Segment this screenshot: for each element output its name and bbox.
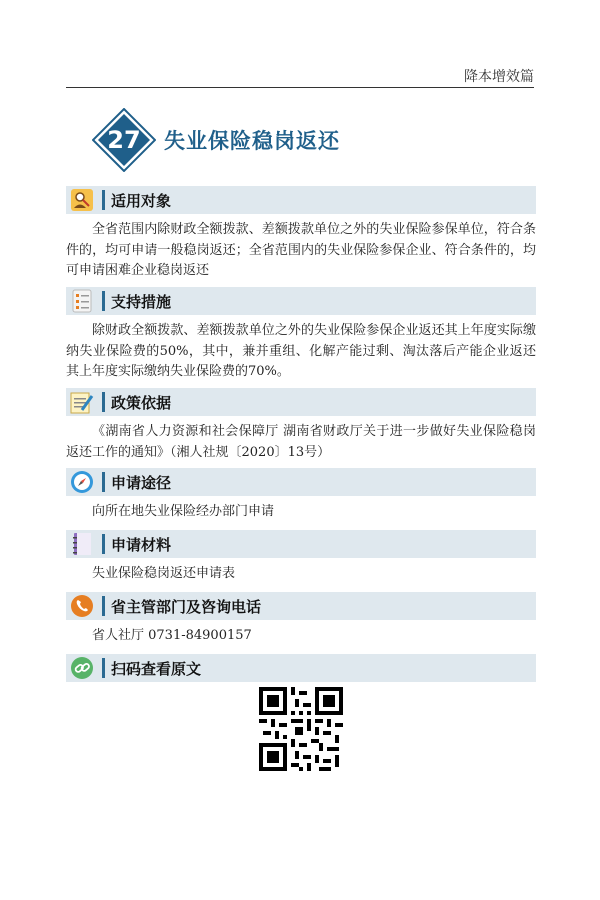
chapter-heading [92,108,340,172]
section-header-applicable [66,186,536,214]
notebook-icon [68,530,96,558]
compass-icon [68,468,96,496]
link-icon [68,654,96,682]
section-header-qr [66,654,536,682]
header-rule [66,87,534,88]
section-header-policy [66,388,536,416]
section-title: 适用对象 [111,191,172,210]
checklist-icon [68,287,96,315]
section-bar [102,190,105,210]
document-pen-icon [68,388,96,416]
section-body-applicable: 全省范围内除财政全额拨款、差额拨款单位之外的失业保险参保单位，符合条件的，均可申请一般稳岗返还；全省范围内的失业保险参保企业、符合条件的，均可申请困难企业稳岗返还 [66,222,536,278]
qr-code[interactable] [259,687,343,771]
section-title: 申请途径 [111,473,172,492]
section-bar [102,596,105,616]
section-bar [102,534,105,554]
chapter-title: 失业保险稳岗返还 [164,129,340,153]
section-bar [102,472,105,492]
section-body-materials: 失业保险稳岗返还申请表 [92,566,236,581]
section-bar [102,392,105,412]
chapter-number: 27 [107,126,141,154]
section-body-measures: 除财政全额拨款、差额拨款单位之外的失业保险参保企业返还其上年度实际缴纳失业保险费的50%，其中，兼并重组、化解产能过剩、淘汰落后产能企业返还其上年度实际缴纳失业保险费的70%。 [66,323,536,379]
section-body-policy: 《湖南省人力资源和社会保障厅 湖南省财政厅关于进一步做好失业保险稳岗返还工作的通知》（湘人社规〔2020〕13号） [66,424,536,460]
person-search-icon [68,186,96,214]
section-title: 省主管部门及咨询电话 [111,597,262,616]
section-title: 申请材料 [111,535,172,554]
section-title: 支持措施 [111,292,172,311]
section-bar [102,658,105,678]
section-title: 扫码查看原文 [111,659,202,678]
chapter-number-badge [92,108,156,172]
section-header-contact [66,592,536,620]
section-bar [102,291,105,311]
section-header-materials [66,530,536,558]
section-body-channel: 向所在地失业保险经办部门申请 [92,504,275,519]
phone-icon [68,592,96,620]
section-header-channel [66,468,536,496]
running-head: 降本增效篇 [464,69,534,85]
section-body-contact: 省人社厅 0731-84900157 [92,628,252,643]
section-header-measures [66,287,536,315]
section-title: 政策依据 [111,393,172,412]
